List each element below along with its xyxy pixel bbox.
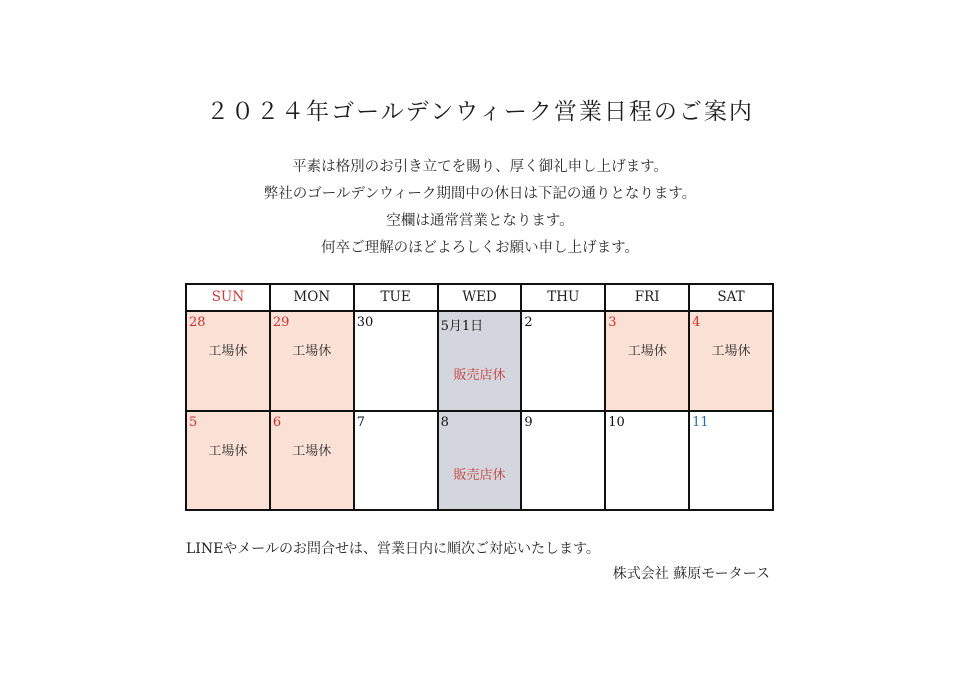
day-cell	[522, 412, 604, 510]
header-sat: SAT	[690, 285, 772, 310]
business-calendar	[185, 283, 774, 511]
day-number: 28	[189, 315, 206, 330]
day-number: 10	[608, 414, 625, 430]
day-note: 工場休	[711, 344, 751, 359]
day-note: 工場休	[292, 344, 332, 359]
day-note: 販売店休	[453, 368, 506, 383]
intro-line: 平素は格別のお引き立てを賜り、厚く御礼申し上げます。	[292, 159, 668, 175]
day-number: 9	[524, 414, 533, 430]
day-cell	[690, 312, 772, 410]
header-tue: TUE	[355, 285, 437, 310]
intro-line: 空欄は通常営業となります。	[386, 213, 574, 229]
contact-note: LINEやメールのお問合せは、営業日内に順次ご対応いたします。	[186, 541, 600, 557]
day-note: 工場休	[208, 344, 248, 359]
day-cell	[439, 412, 521, 510]
day-note: 工場休	[292, 443, 332, 459]
day-cell	[355, 312, 437, 410]
day-cell	[271, 312, 353, 410]
page-title: ２０２４年ゴールデンウィーク営業日程のご案内	[206, 99, 754, 125]
day-number: 5	[189, 414, 198, 430]
day-number: 8	[440, 414, 449, 430]
day-number: 3	[608, 315, 617, 330]
day-number: 6	[272, 414, 282, 430]
day-cell	[355, 412, 437, 510]
day-number: 30	[356, 315, 374, 330]
day-cell	[271, 412, 353, 510]
header-wed: WED	[439, 285, 521, 310]
day-number: 2	[524, 315, 533, 330]
day-number: 4	[692, 315, 701, 330]
day-note: 工場休	[627, 344, 667, 359]
intro-line: 何卒ご理解のほどよろしくお願い申し上げます。	[321, 240, 639, 256]
day-cell	[187, 312, 269, 410]
header-thu: THU	[522, 285, 604, 310]
day-cell	[522, 312, 604, 410]
day-note: 工場休	[208, 443, 248, 459]
day-cell	[606, 412, 688, 510]
day-cell	[606, 312, 688, 410]
day-number: 11	[692, 414, 709, 430]
intro-text	[0, 154, 960, 262]
header-mon: MON	[271, 285, 353, 310]
day-cell	[187, 412, 269, 510]
company-name: 株式会社 蘇原モータース	[612, 566, 770, 582]
day-note: 販売店休	[453, 467, 506, 483]
day-number: 29	[272, 315, 290, 330]
day-number: 5月1日	[440, 319, 484, 334]
day-number: 7	[356, 414, 365, 430]
intro-line: 弊社のゴールデンウィーク期間中の休日は下記の通りとなります。	[263, 186, 697, 202]
header-fri: FRI	[606, 285, 688, 310]
day-cell	[439, 312, 521, 410]
header-sun: SUN	[187, 285, 269, 310]
day-cell	[690, 412, 772, 510]
